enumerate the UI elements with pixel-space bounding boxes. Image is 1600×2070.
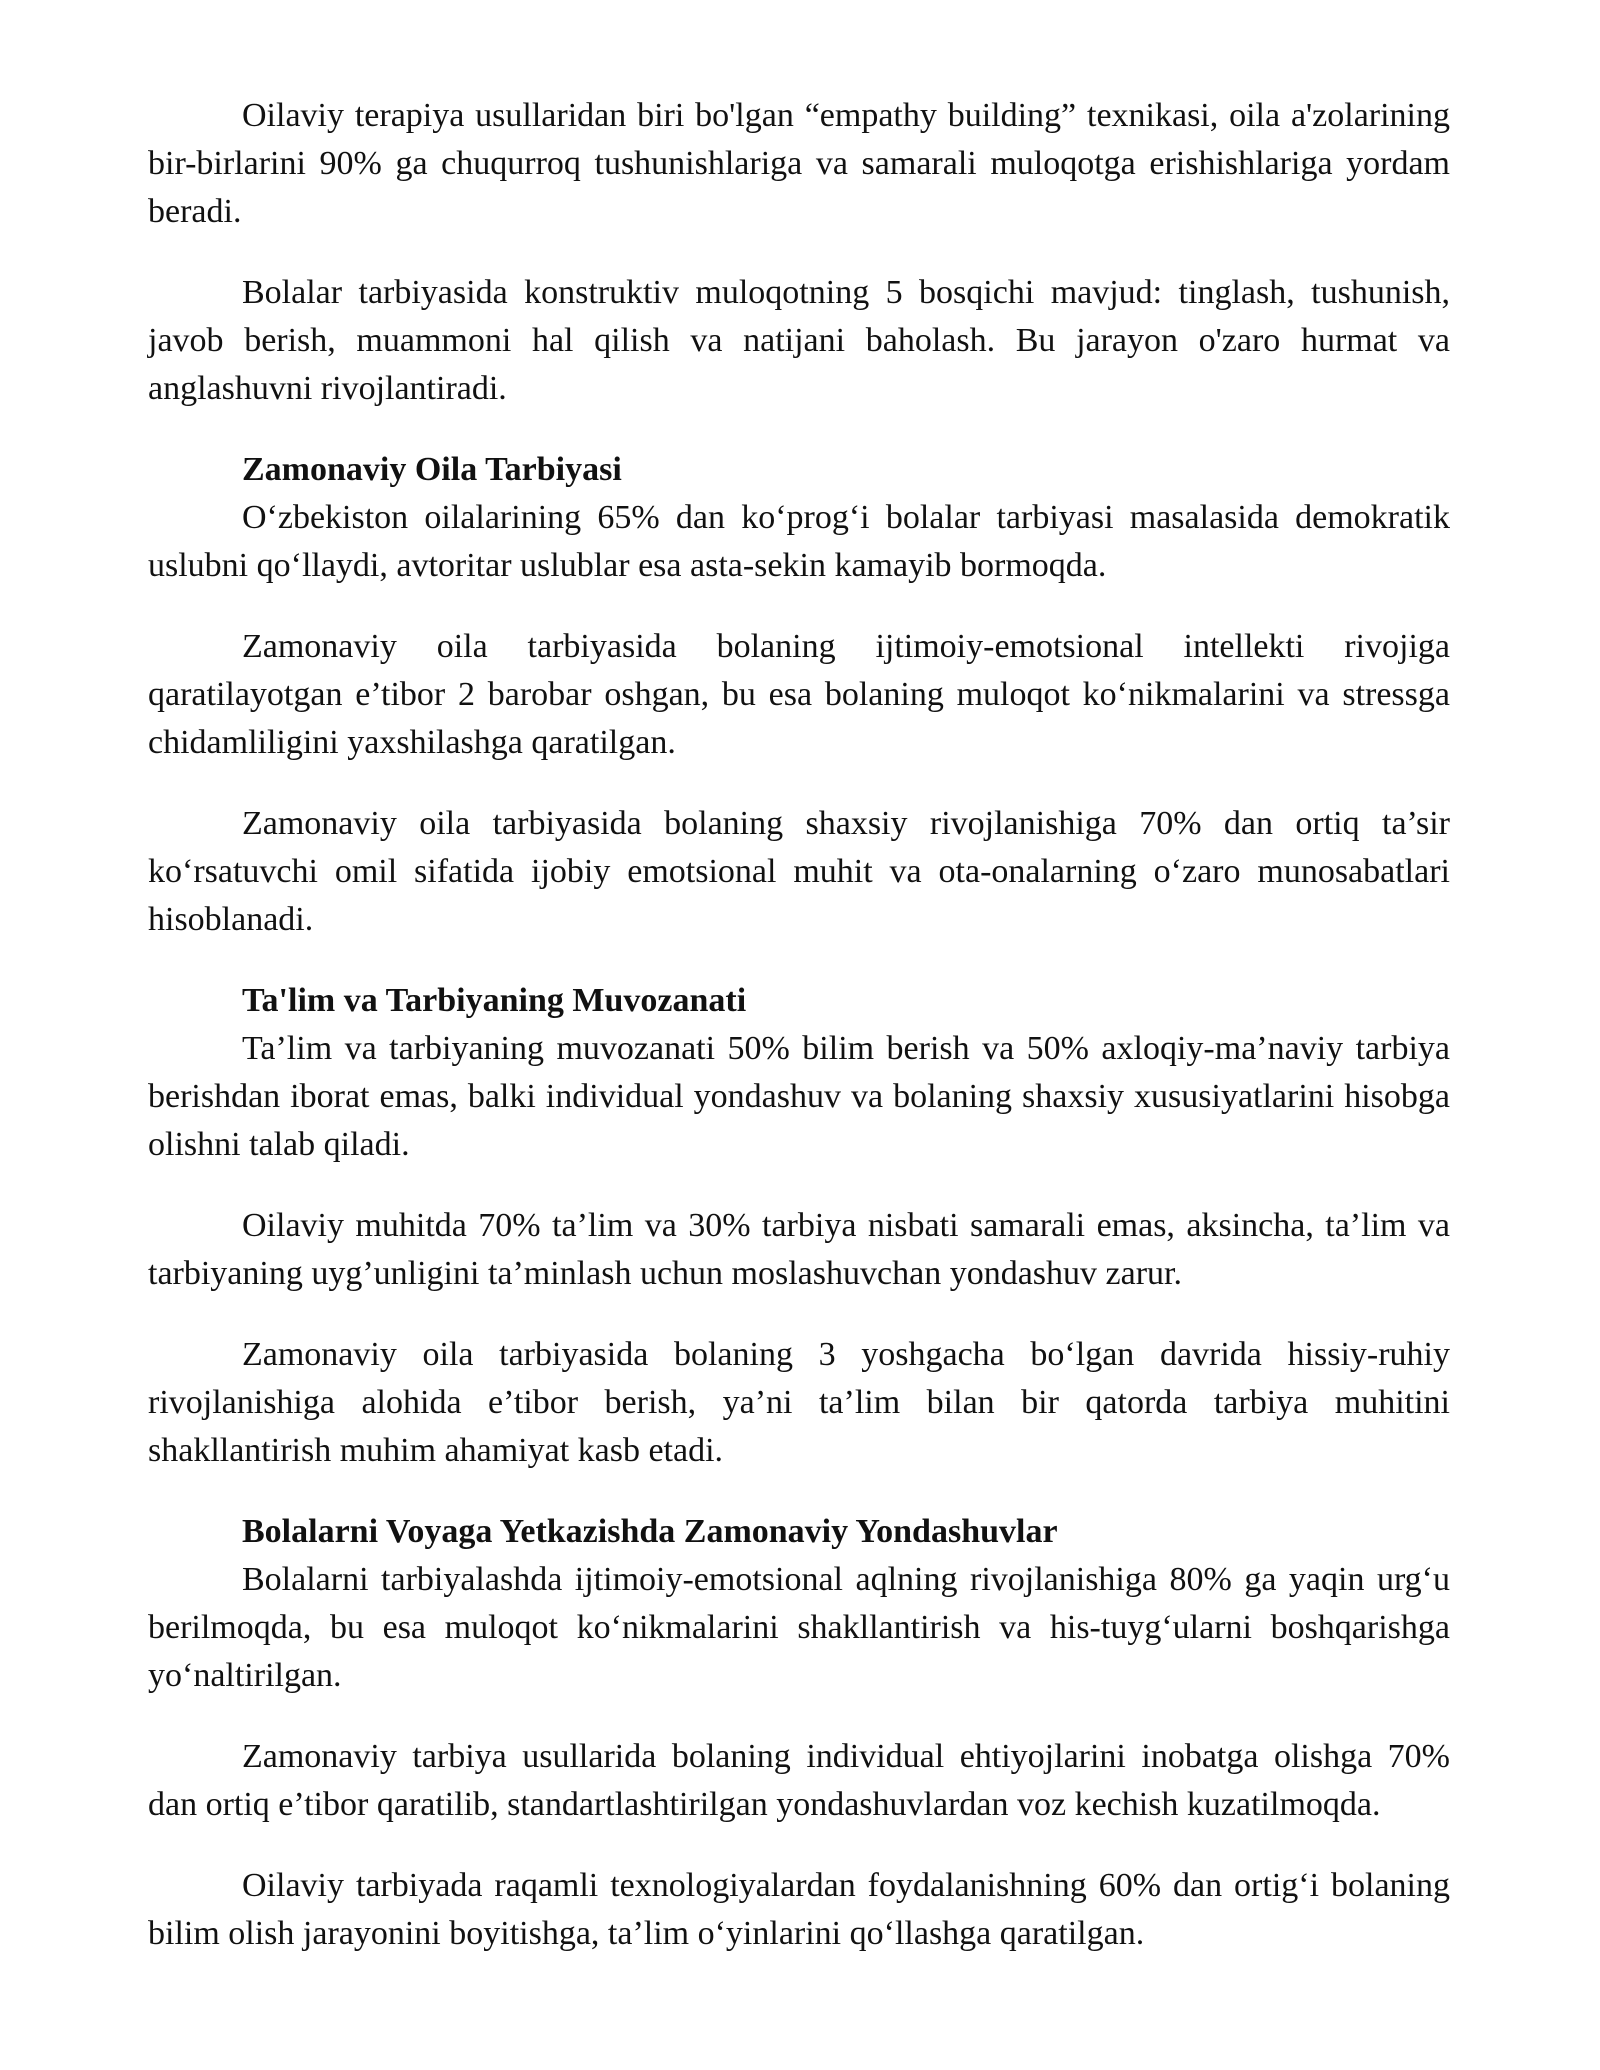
- section-paragraph: Zamonaviy tarbiya usullarida bolaning individual ehtiyojlarini inobatga olishga 70% dan ortiq e’tibor qaratilib, standartlashtirilgan yondashuvlardan voz kechish kuzatilmoqda.: [148, 1738, 1450, 1823]
- document-page: [148, 92, 1450, 1991]
- section-heading: Bolalarni Voyaga Yetkazishda Zamonaviy Yondashuvlar: [242, 1513, 1058, 1550]
- intro-paragraph-1: Oilaviy terapiya usullaridan biri bo'lgan “empathy building” texnikasi, oila a'zolarining bir-birlarini 90% ga chuqurroq tushunishlariga va samarali muloqotga erishishlariga yordam beradi.: [148, 97, 1450, 230]
- section-zamonaviy-yondashuvlar: [148, 1508, 1450, 1958]
- section-paragraph: O‘zbekiston oilalarining 65% dan ko‘prog‘i bolalar tarbiyasi masalasida demokratik uslubni qo‘llaydi, avtoritar uslublar esa asta-sekin kamayib bormoqda.: [148, 499, 1450, 584]
- section-heading: Zamonaviy Oila Tarbiyasi: [242, 451, 622, 488]
- section-talim-va-tarbiyaning-muvozanati: [148, 977, 1450, 1475]
- section-paragraph: Ta’lim va tarbiyaning muvozanati 50% bilim berish va 50% axloqiy-ma’naviy tarbiya berishdan iborat emas, balki individual yondashuv va bolaning shaxsiy xususiyatlarini hisobga olishni talab qiladi.: [148, 1030, 1450, 1163]
- section-paragraph: Zamonaviy oila tarbiyasida bolaning 3 yoshgacha bo‘lgan davrida hissiy-ruhiy rivojlanishiga alohida e’tibor berish, ya’ni ta’lim bilan bir qatorda tarbiya muhitini shakllantirish muhim ahamiyat kasb etadi.: [148, 1336, 1450, 1469]
- section-paragraph: Zamonaviy oila tarbiyasida bolaning shaxsiy rivojlanishiga 70% dan ortiq ta’sir ko‘rsatuvchi omil sifatida ijobiy emotsional muhit va ota-onalarning o‘zaro munosabatlari hisoblanadi.: [148, 805, 1450, 938]
- section-paragraph: Zamonaviy oila tarbiyasida bolaning ijtimoiy-emotsional intellekti rivojiga qaratilayotgan e’tibor 2 barobar oshgan, bu esa bolaning muloqot ko‘nikmalarini va stressga chidamliligini yaxshilashga qaratilgan.: [148, 628, 1450, 761]
- section-paragraph: Oilaviy muhitda 70% ta’lim va 30% tarbiya nisbati samarali emas, aksincha, ta’lim va tarbiyaning uyg’unligini ta’minlash uchun moslashuvchan yondashuv zarur.: [148, 1207, 1450, 1292]
- section-paragraph: Oilaviy tarbiyada raqamli texnologiyalardan foydalanishning 60% dan ortig‘i bolaning bilim olish jarayonini boyitishga, ta’lim o‘yinlarini qo‘llashga qaratilgan.: [148, 1867, 1450, 1952]
- section-paragraph: Bolalarni tarbiyalashda ijtimoiy-emotsional aqlning rivojlanishiga 80% ga yaqin urg‘u berilmoqda, bu esa muloqot ko‘nikmalarini shakllantirish va his-tuyg‘ularni boshqarishga yo‘naltirilgan.: [148, 1561, 1450, 1694]
- intro-paragraph-2: Bolalar tarbiyasida konstruktiv muloqotning 5 bosqichi mavjud: tinglash, tushunish, javob berish, muammoni hal qilish va natijani baholash. Bu jarayon o'zaro hurmat va anglashuvni rivojlantiradi.: [148, 274, 1450, 407]
- section-heading: Ta'lim va Tarbiyaning Muvozanati: [242, 982, 747, 1019]
- section-zamonaviy-oila-tarbiyasi: [148, 446, 1450, 944]
